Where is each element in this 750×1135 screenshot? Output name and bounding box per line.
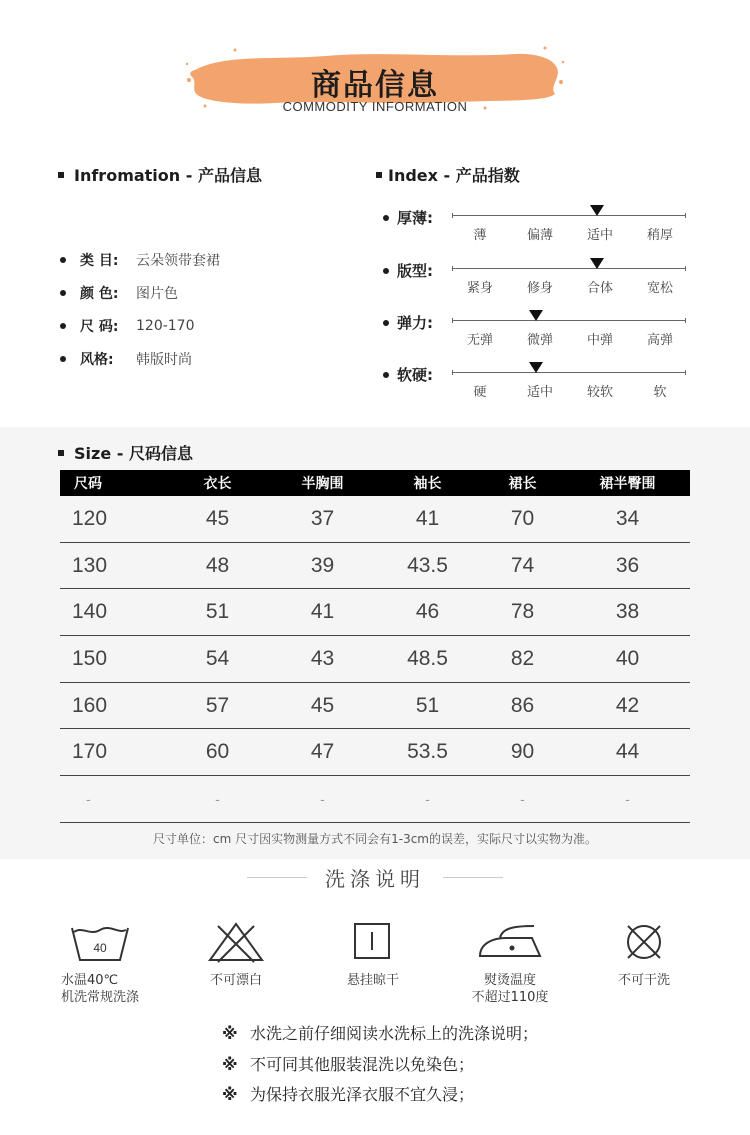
wash-note <box>222 1082 474 1105</box>
column-header: 半胸围 <box>301 476 344 492</box>
size-table-header <box>60 470 690 496</box>
scale-option: 中弹 <box>586 333 613 348</box>
table-cell: 37 <box>310 506 335 530</box>
bullet-dot-icon <box>383 215 389 221</box>
scale-option: 硬 <box>473 385 487 400</box>
info-label: 类 目: <box>80 253 119 269</box>
page-title: 商品信息 <box>311 68 439 103</box>
size-note: 尺寸单位：cm 尺寸因实物测量方式不同会有1-3cm的误差，实际尺寸以实物为准。 <box>153 832 597 846</box>
divider <box>247 877 307 878</box>
table-cell: 45 <box>310 693 335 717</box>
page-subtitle: COMMODITY INFORMATION <box>282 99 468 114</box>
info-label: 风格: <box>80 352 114 368</box>
wash-40-icon <box>68 920 132 964</box>
table-cell: 39 <box>310 553 335 577</box>
table-cell: 48.5 <box>407 646 448 670</box>
scale-marker-icon <box>529 362 543 373</box>
scale-tick <box>452 318 453 323</box>
table-cell: 41 <box>415 506 440 530</box>
wash-note-text: 水洗之前仔细阅读水洗标上的洗涤说明； <box>250 1024 539 1043</box>
wash-note-text: 不可同其他服装混洗以免染色； <box>250 1055 475 1074</box>
wash-note <box>222 1052 474 1075</box>
info-heading <box>58 163 262 186</box>
table-cell: - <box>625 790 630 807</box>
scale-option: 合体 <box>586 281 613 296</box>
table-cell: - <box>520 790 525 807</box>
hang-dry-icon <box>351 920 395 964</box>
wash-note <box>222 1021 538 1044</box>
wash-item <box>40 920 160 1006</box>
wash-caption: 不可漂白 <box>209 973 262 988</box>
scale-tick <box>685 318 686 323</box>
info-item-color <box>60 283 178 303</box>
scale-tick <box>452 213 453 218</box>
info-item-category <box>60 250 220 270</box>
table-row <box>60 636 690 683</box>
table-cell: 43 <box>310 646 335 670</box>
index-scale-label <box>383 260 433 281</box>
scale-option: 薄 <box>473 228 487 243</box>
info-value: 图片色 <box>136 286 178 302</box>
wash-note-text: 为保持衣服光泽衣服不宜久浸； <box>250 1085 475 1104</box>
table-cell: 40 <box>615 646 640 670</box>
table-cell: 78 <box>510 600 535 624</box>
size-table <box>60 470 690 823</box>
table-row <box>60 543 690 590</box>
no-dry-clean-icon <box>622 920 666 964</box>
index-scale-track <box>452 268 686 269</box>
table-cell: 46 <box>415 600 440 624</box>
scale-option: 稍厚 <box>646 228 673 243</box>
table-cell: 130 <box>72 553 108 577</box>
table-cell: 41 <box>310 600 335 624</box>
table-cell: 48 <box>205 553 230 577</box>
table-cell: - <box>86 790 91 807</box>
size-heading-text: Size - 尺码信息 <box>74 444 193 463</box>
table-cell: 140 <box>72 600 108 624</box>
index-scale-track <box>452 372 686 373</box>
wash-caption: 水温40℃ 机洗常规洗涤 <box>60 973 139 1005</box>
table-cell: 36 <box>615 553 640 577</box>
table-cell: 86 <box>510 693 535 717</box>
column-header: 袖长 <box>413 476 442 492</box>
index-heading <box>376 163 520 186</box>
table-cell: 38 <box>615 600 640 624</box>
scale-option: 无弹 <box>466 333 493 348</box>
square-bullet-icon <box>58 450 64 456</box>
table-cell: 51 <box>415 693 440 717</box>
column-header: 尺码 <box>74 476 102 492</box>
table-cell: - <box>215 790 220 807</box>
bullet-dot-icon <box>383 372 389 378</box>
info-item-style <box>60 349 192 369</box>
bullet-dot-icon <box>60 257 66 263</box>
table-cell: 45 <box>205 506 230 530</box>
scale-option: 高弹 <box>646 333 673 348</box>
note-mark-icon: ※ <box>222 1055 238 1074</box>
no-bleach-icon <box>206 920 266 964</box>
index-scale-label-text: 软硬: <box>397 366 433 384</box>
column-header: 裙长 <box>508 476 537 492</box>
wash-caption: 熨烫温度 不超过110度 <box>471 973 549 1005</box>
wash-item <box>584 920 704 989</box>
info-item-size <box>60 316 195 336</box>
scale-marker-icon <box>590 205 604 216</box>
scale-tick <box>685 370 686 375</box>
size-table-body <box>60 496 690 823</box>
table-row <box>60 589 690 636</box>
wash-item <box>313 920 433 989</box>
info-label: 颜 色: <box>80 286 119 302</box>
index-scale-label-text: 版型: <box>397 262 433 280</box>
scale-option: 适中 <box>586 228 613 243</box>
column-header: 衣长 <box>203 476 232 492</box>
iron-icon <box>474 920 546 964</box>
column-header: 裙半臀围 <box>599 476 656 492</box>
wash-item <box>176 920 296 989</box>
scale-option: 软 <box>653 385 667 400</box>
scale-tick <box>685 266 686 271</box>
index-heading-text: Index - 产品指数 <box>388 166 520 185</box>
table-row <box>60 776 690 823</box>
info-value: 120-170 <box>136 318 195 334</box>
table-cell: 74 <box>510 553 535 577</box>
table-cell: 34 <box>615 506 640 530</box>
table-cell: 82 <box>510 646 535 670</box>
scale-option: 适中 <box>526 385 553 400</box>
bullet-dot-icon <box>383 268 389 274</box>
table-cell: 120 <box>72 506 108 530</box>
wash-title: 洗涤说明 <box>325 866 425 891</box>
table-cell: - <box>425 790 430 807</box>
bullet-dot-icon <box>60 323 66 329</box>
table-cell: - <box>320 790 325 807</box>
wash-item <box>450 920 570 1006</box>
size-heading <box>58 441 193 464</box>
bullet-dot-icon <box>60 290 66 296</box>
info-value: 云朵领带套裙 <box>136 253 220 269</box>
index-scale-label-text: 厚薄: <box>397 209 433 227</box>
bullet-dot-icon <box>60 356 66 362</box>
scale-tick <box>452 370 453 375</box>
scale-tick <box>685 213 686 218</box>
index-scale-track <box>452 215 686 216</box>
table-row <box>60 683 690 730</box>
wash-temp-label: 40 <box>93 941 107 955</box>
table-cell: 54 <box>205 646 230 670</box>
table-cell: 150 <box>72 646 108 670</box>
table-cell: 70 <box>510 506 535 530</box>
info-label: 尺 码: <box>80 319 119 335</box>
wash-caption: 不可干洗 <box>617 973 670 988</box>
table-cell: 170 <box>72 740 108 764</box>
scale-option: 紧身 <box>466 281 493 296</box>
header <box>0 0 750 140</box>
scale-tick <box>452 266 453 271</box>
table-cell: 57 <box>205 693 230 717</box>
table-cell: 47 <box>310 740 335 764</box>
table-cell: 160 <box>72 693 108 717</box>
table-row <box>60 729 690 776</box>
scale-marker-icon <box>590 258 604 269</box>
scale-option: 修身 <box>526 281 553 296</box>
square-bullet-icon <box>376 172 382 178</box>
info-value: 韩版时尚 <box>136 352 192 368</box>
table-cell: 51 <box>205 600 230 624</box>
note-mark-icon: ※ <box>222 1024 238 1043</box>
table-cell: 44 <box>615 740 640 764</box>
scale-option: 较软 <box>586 385 613 400</box>
index-scale-label <box>383 364 433 385</box>
scale-marker-icon <box>529 310 543 321</box>
index-scale-label-text: 弹力: <box>397 314 433 332</box>
info-heading-text: Infromation - 产品信息 <box>74 166 262 185</box>
table-row <box>60 496 690 543</box>
wash-caption: 悬挂晾干 <box>346 973 399 988</box>
table-cell: 60 <box>205 740 230 764</box>
square-bullet-icon <box>58 172 64 178</box>
table-cell: 42 <box>615 693 640 717</box>
scale-option: 宽松 <box>646 281 673 296</box>
wash-heading <box>0 862 750 892</box>
table-cell: 90 <box>510 740 535 764</box>
bullet-dot-icon <box>383 320 389 326</box>
table-cell: 43.5 <box>407 553 448 577</box>
scale-option: 微弹 <box>526 333 553 348</box>
divider <box>443 877 503 878</box>
note-mark-icon: ※ <box>222 1085 238 1104</box>
index-scale-track <box>452 320 686 321</box>
scale-option: 偏薄 <box>526 228 553 243</box>
table-cell: 53.5 <box>407 740 448 764</box>
index-scale-label <box>383 207 433 228</box>
index-scale-label <box>383 312 433 333</box>
